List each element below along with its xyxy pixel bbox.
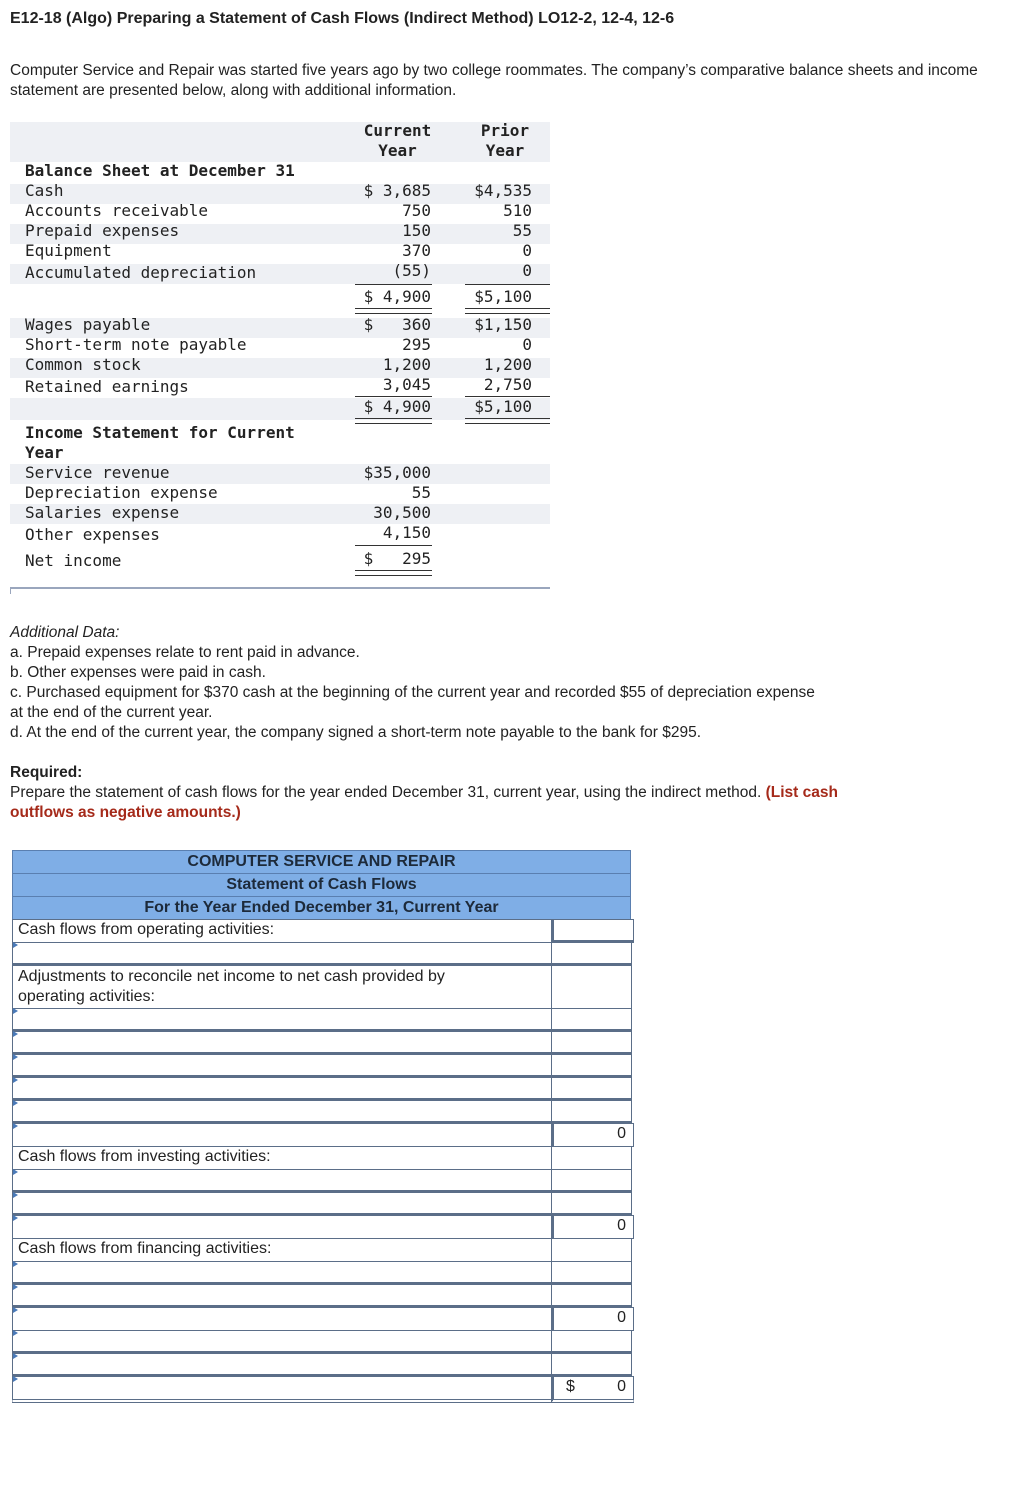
additional-heading: Additional Data: xyxy=(10,624,120,641)
financing-line-input[interactable] xyxy=(12,1261,553,1285)
current-year-header: Current Year xyxy=(363,121,432,160)
liability-current: 3,045 xyxy=(382,375,431,394)
intro-text: Computer Service and Repair was started five years ago by two college roommates. The company’s comparative balance sheets and income statement are presented below, along with additional information. xyxy=(10,62,978,99)
beginning-cash-line-input[interactable] xyxy=(12,1353,553,1377)
asset-prior: 0 xyxy=(522,261,532,280)
income-label: Depreciation expense xyxy=(25,483,218,502)
operating-amount-input[interactable] xyxy=(551,942,632,966)
liability-current: $ 360 xyxy=(363,315,431,334)
asset-current: 750 xyxy=(402,201,431,220)
adjustment-line-input[interactable] xyxy=(12,1054,553,1078)
asset-label: Cash xyxy=(25,181,64,200)
liability-label: Common stock xyxy=(25,355,141,374)
asset-label: Accounts receivable xyxy=(25,201,209,220)
investing-amount-input[interactable] xyxy=(551,1192,632,1216)
adjustment-line-input[interactable] xyxy=(12,1031,553,1055)
asset-current: (55) xyxy=(392,261,431,280)
required-heading: Required: xyxy=(10,764,83,781)
beginning-cash-amount-input[interactable] xyxy=(551,1353,632,1377)
additional-c: c. Purchased equipment for $370 cash at the beginning of the current year and recorded $55 of depreciation expense xyxy=(10,684,815,701)
net-change-line-input[interactable] xyxy=(12,1330,553,1354)
liability-prior: 2,750 xyxy=(483,375,532,394)
income-current: 55 xyxy=(411,483,431,502)
additional-d: d. At the end of the current year, the company signed a short-term note payable to the bank for $295. xyxy=(10,724,702,741)
net-income-label: Net income xyxy=(25,551,122,570)
investing-heading: Cash flows from investing activities: xyxy=(18,1148,271,1165)
income-current: 30,500 xyxy=(373,503,431,522)
financing-amount-input[interactable] xyxy=(551,1284,632,1308)
liability-label: Retained earnings xyxy=(25,377,189,396)
total-liabilities-prior: $5,100 xyxy=(474,397,532,416)
financing-total: 0 xyxy=(617,1309,626,1326)
investing-amount-input[interactable] xyxy=(551,1169,632,1193)
income-current: 4,150 xyxy=(382,523,431,542)
page-title: E12-18 (Algo) Preparing a Statement of Cash Flows (Indirect Method) LO12-2, 12-4, 12-6 xyxy=(10,10,675,27)
income-label: Service revenue xyxy=(25,463,170,482)
liability-current: 1,200 xyxy=(382,355,431,374)
asset-current: 150 xyxy=(402,221,431,240)
liability-current: 295 xyxy=(402,335,431,354)
financing-line-input[interactable] xyxy=(12,1284,553,1308)
adjustments-heading: Adjustments to reconcile net income to net cash provided by operating activities: xyxy=(18,968,445,1005)
net-income-amount-input[interactable] xyxy=(551,919,634,943)
liability-prior: 1,200 xyxy=(483,355,532,374)
total-assets-prior: $5,100 xyxy=(474,287,532,306)
asset-label: Accumulated depreciation xyxy=(25,263,257,282)
asset-prior: 55 xyxy=(512,221,532,240)
financing-heading: Cash flows from financing activities: xyxy=(18,1240,272,1257)
net-change-amount-input[interactable] xyxy=(551,1330,632,1354)
net-income-current: $ 295 xyxy=(363,549,431,568)
adjustment-amount-input[interactable] xyxy=(551,1100,632,1124)
operating-heading: Cash flows from operating activities: xyxy=(18,921,275,938)
form-statement: Statement of Cash Flows xyxy=(12,873,631,897)
adjustment-line-input[interactable] xyxy=(12,1008,553,1032)
balance-sheet-title: Balance Sheet at December 31 xyxy=(25,161,295,180)
liability-label: Short-term note payable xyxy=(25,335,247,354)
income-statement-title: Income Statement for Current Year xyxy=(25,423,295,462)
ending-cash-currency: $ xyxy=(566,1378,575,1395)
income-current: $35,000 xyxy=(363,463,431,482)
liability-prior: 0 xyxy=(522,335,532,354)
total-liabilities-current: $ 4,900 xyxy=(363,397,431,416)
adjustment-amount-input[interactable] xyxy=(551,1031,632,1055)
total-assets-current: $ 4,900 xyxy=(363,287,431,306)
adjustment-amount-input[interactable] xyxy=(551,1077,632,1101)
asset-label: Prepaid expenses xyxy=(25,221,180,240)
investing-line-input[interactable] xyxy=(12,1192,553,1216)
asset-prior: 0 xyxy=(522,241,532,260)
income-label: Other expenses xyxy=(25,525,160,544)
additional-b: b. Other expenses were paid in cash. xyxy=(10,664,266,681)
asset-label: Equipment xyxy=(25,241,112,260)
operating-total: 0 xyxy=(617,1125,626,1142)
income-label: Salaries expense xyxy=(25,503,180,522)
liability-prior: $1,150 xyxy=(474,315,532,334)
required-note: outflows as negative amounts.) xyxy=(10,804,241,821)
additional-c-cont: at the end of the current year. xyxy=(10,704,213,721)
ending-cash-line-input[interactable] xyxy=(12,1376,553,1403)
ending-cash-total: 0 xyxy=(617,1378,626,1395)
asset-prior: 510 xyxy=(503,201,532,220)
adjustment-amount-input[interactable] xyxy=(551,1054,632,1078)
adjustment-line-input[interactable] xyxy=(12,1100,553,1124)
form-company: COMPUTER SERVICE AND REPAIR xyxy=(12,850,631,874)
financing-amount-input[interactable] xyxy=(551,1261,632,1285)
additional-a: a. Prepaid expenses relate to rent paid in advance. xyxy=(10,644,360,661)
liability-label: Wages payable xyxy=(25,315,151,334)
asset-current: 370 xyxy=(402,241,431,260)
operating-line-input[interactable] xyxy=(12,942,553,966)
prior-year-header: Prior Year xyxy=(480,121,530,160)
investing-total: 0 xyxy=(617,1217,626,1234)
adjustment-line-input[interactable] xyxy=(12,1077,553,1101)
asset-prior: $4,535 xyxy=(474,181,532,200)
required-text: Prepare the statement of cash flows for the year ended December 31, current year, using the indirect method. (List cash xyxy=(10,784,838,801)
asset-current: $ 3,685 xyxy=(363,181,431,200)
form-period: For the Year Ended December 31, Current Year xyxy=(12,896,631,920)
adjustment-amount-input[interactable] xyxy=(551,1008,632,1032)
investing-line-input[interactable] xyxy=(12,1169,553,1193)
